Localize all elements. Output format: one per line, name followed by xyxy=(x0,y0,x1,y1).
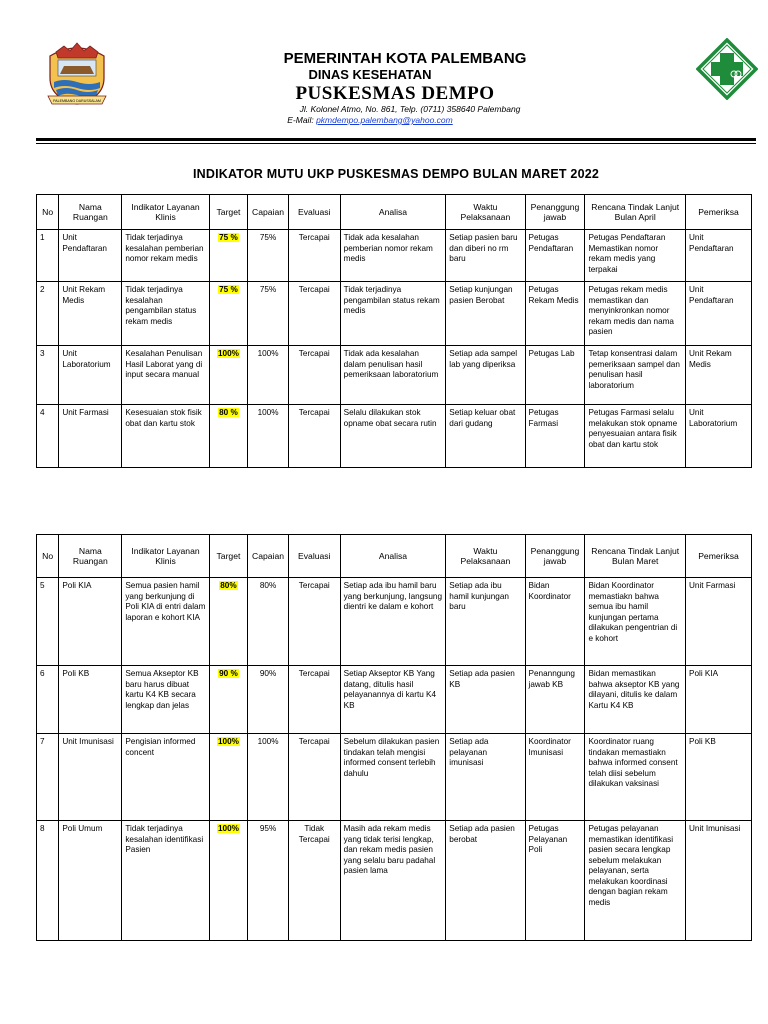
col-header-target: Target xyxy=(209,195,248,230)
cell-no: 4 xyxy=(37,405,59,468)
cell-responsible: Petugas Farmasi xyxy=(525,405,585,468)
col-header-evaluation: Evaluasi xyxy=(288,195,340,230)
cell-achievement: 90% xyxy=(248,666,289,734)
cell-time: Setiap keluar obat dari gudang xyxy=(446,405,525,468)
target-highlight: 100% xyxy=(217,824,239,833)
cell-room: Unit Pendaftaran xyxy=(59,230,122,282)
cell-responsible: Petugas Pelayanan Poli xyxy=(525,821,585,941)
target-highlight: 80 % xyxy=(219,408,238,417)
cell-achievement: 75% xyxy=(248,282,289,346)
address-line: Jl. Kolonel Atmo, No. 861, Telp. (0711) 358640 Palembang xyxy=(299,104,521,114)
cell-time: Setiap ada pasien berobat xyxy=(446,821,525,941)
cell-evaluation: Tercapai xyxy=(288,666,340,734)
col-header-achievement: Capaian xyxy=(248,535,289,578)
cell-examiner: Unit Imunisasi xyxy=(685,821,751,941)
col-header-no: No xyxy=(37,195,59,230)
quality-indicator-table-2 xyxy=(36,534,752,941)
col-header-examiner: Pemeriksa xyxy=(685,195,751,230)
cell-achievement: 100% xyxy=(248,734,289,821)
email-link[interactable]: pkmdempo.palembang@yahoo.com xyxy=(316,115,453,125)
cell-analysis: Sebelum dilakukan pasien tindakan telah mengisi informed consent terlebih dahulu xyxy=(340,734,446,821)
cell-target xyxy=(209,282,248,346)
cell-follow-up: Petugas rekam medis memastikan dan menyinkronkan nomor rekam medis dan nama pasien xyxy=(585,282,686,346)
cell-analysis: Setiap ada ibu hamil baru yang berkunjung, langsung dientri ke dalam e kohort xyxy=(340,578,446,666)
table-row xyxy=(37,282,752,346)
puskesmas-logo xyxy=(696,38,758,100)
cell-room: Poli KB xyxy=(59,666,122,734)
cell-achievement: 80% xyxy=(248,578,289,666)
cell-indicator: Semua Akseptor KB baru harus dibuat kartu K4 KB secara lengkap dan jelas xyxy=(122,666,209,734)
col-header-room: Nama Ruangan xyxy=(59,535,122,578)
cell-evaluation: Tidak Tercapai xyxy=(288,821,340,941)
col-header-responsible: Penanggung jawab xyxy=(525,535,585,578)
cell-time: Setiap ada pelayanan imunisasi xyxy=(446,734,525,821)
cell-analysis: Masih ada rekam medis yang tidak terisi lengkap, dan rekam medis pasien yang selalu baru padahal pasien lama xyxy=(340,821,446,941)
cell-time: Setiap ada pasien KB xyxy=(446,666,525,734)
cell-responsible: Petugas Rekam Medis xyxy=(525,282,585,346)
target-highlight: 100% xyxy=(217,349,239,358)
cell-examiner: Unit Pendaftaran xyxy=(685,282,751,346)
col-header-indicator: Indikator Layanan Klinis xyxy=(122,535,209,578)
cell-evaluation: Tercapai xyxy=(288,578,340,666)
cell-no: 6 xyxy=(37,666,59,734)
cell-responsible: Penanngung jawab KB xyxy=(525,666,585,734)
cell-indicator: Tidak terjadinya kesalahan identifikasi Pasien xyxy=(122,821,209,941)
cell-target xyxy=(209,346,248,405)
table-row xyxy=(37,734,752,821)
cell-room: Poli Umum xyxy=(59,821,122,941)
cell-target xyxy=(209,578,248,666)
cell-follow-up: Bidan memastikan bahwa akseptor KB yang dilayani, ditulis ke dalam Kartu K4 KB xyxy=(585,666,686,734)
cell-target xyxy=(209,734,248,821)
cell-indicator: Pengisian informed concent xyxy=(122,734,209,821)
cell-time: Setiap ada sampel lab yang diperiksa xyxy=(446,346,525,405)
cell-responsible: Koordinator Imunisasi xyxy=(525,734,585,821)
header-divider-thick xyxy=(36,138,756,141)
cell-achievement: 100% xyxy=(248,405,289,468)
cell-target xyxy=(209,821,248,941)
table-header-row xyxy=(37,535,752,578)
cell-no: 7 xyxy=(37,734,59,821)
header-divider-thin xyxy=(36,143,756,144)
quality-indicator-table-1 xyxy=(36,194,752,468)
cell-time: Setiap kunjungan pasien Berobat xyxy=(446,282,525,346)
target-highlight: 90 % xyxy=(219,669,238,678)
cell-no: 1 xyxy=(37,230,59,282)
svg-text:PALEMBANG DARUSSALAM: PALEMBANG DARUSSALAM xyxy=(53,99,101,103)
cell-evaluation: Tercapai xyxy=(288,282,340,346)
cell-examiner: Unit Rekam Medis xyxy=(685,346,751,405)
col-header-analysis: Analisa xyxy=(340,195,446,230)
table-row xyxy=(37,405,752,468)
cell-room: Unit Laboratorium xyxy=(59,346,122,405)
cell-no: 8 xyxy=(37,821,59,941)
cell-responsible: Petugas Pendaftaran xyxy=(525,230,585,282)
cell-follow-up: Petugas Pendaftaran Memastikan nomor rekam medis yang terpakai xyxy=(585,230,686,282)
email-line xyxy=(210,115,530,125)
cell-achievement: 75% xyxy=(248,230,289,282)
cell-room: Unit Imunisasi xyxy=(59,734,122,821)
cell-evaluation: Tercapai xyxy=(288,734,340,821)
col-header-evaluation: Evaluasi xyxy=(288,535,340,578)
cell-follow-up: Tetap konsentrasi dalam pemeriksaan sampel dan penulisan hasil laboratorium xyxy=(585,346,686,405)
cell-room: Unit Farmasi xyxy=(59,405,122,468)
cell-achievement: 100% xyxy=(248,346,289,405)
palembang-emblem-logo xyxy=(44,38,110,108)
cell-analysis: Setiap Akseptor KB Yang datang, ditulis hasil pelayanannya di kartu K4 KB xyxy=(340,666,446,734)
col-header-time: Waktu Pelaksanaan xyxy=(446,535,525,578)
col-header-indicator: Indikator Layanan Klinis xyxy=(122,195,209,230)
cell-evaluation: Tercapai xyxy=(288,230,340,282)
cell-target xyxy=(209,230,248,282)
col-header-follow-up: Rencana Tindak Lanjut Bulan April xyxy=(585,195,686,230)
cell-follow-up: Koordinator ruang tindakan memastiakn bahwa informed consent telah diisi sebelum dilakukan vaksinasi xyxy=(585,734,686,821)
cell-analysis: Tidak ada kesalahan dalam penulisan hasil pemeriksaan laboratorium xyxy=(340,346,446,405)
cell-follow-up: Petugas pelayanan memastikan identifikasi pasien secara lengkap sebelum melakukan pelayanan, serta melakukan koordinasi dengan bagian rekam medis xyxy=(585,821,686,941)
col-header-analysis: Analisa xyxy=(340,535,446,578)
table-row xyxy=(37,821,752,941)
table-header-row xyxy=(37,195,752,230)
cell-indicator: Tidak terjadinya kesalahan pengambilan status rekam medis xyxy=(122,282,209,346)
cell-no: 5 xyxy=(37,578,59,666)
email-label: E-Mail: xyxy=(287,115,317,125)
cell-examiner: Poli KIA xyxy=(685,666,751,734)
target-highlight: 75 % xyxy=(219,285,238,294)
cell-follow-up: Bidan Koordinator memastiakn bahwa semua ibu hamil kunjungan pertama dilakukan pengentrian di e kohort xyxy=(585,578,686,666)
table-row xyxy=(37,578,752,666)
cell-analysis: Tidak ada kesalahan pemberian nomor rekam medis xyxy=(340,230,446,282)
cell-indicator: Tidak terjadinya kesalahan pemberian nomor rekam medis xyxy=(122,230,209,282)
table-row xyxy=(37,230,752,282)
cell-examiner: Unit Farmasi xyxy=(685,578,751,666)
cell-room: Unit Rekam Medis xyxy=(59,282,122,346)
cell-examiner: Unit Pendaftaran xyxy=(685,230,751,282)
cell-time: Setiap ada ibu hamil kunjungan baru xyxy=(446,578,525,666)
cell-target xyxy=(209,405,248,468)
cell-indicator: Kesesuaian stok fisik obat dan kartu stok xyxy=(122,405,209,468)
cell-responsible: Petugas Lab xyxy=(525,346,585,405)
government-name: PEMERINTAH KOTA PALEMBANG xyxy=(283,50,527,67)
cell-no: 2 xyxy=(37,282,59,346)
cell-no: 3 xyxy=(37,346,59,405)
cell-indicator: Semua pasien hamil yang berkunjung di Poli KIA di entri dalam laporan e kohort KIA xyxy=(122,578,209,666)
col-header-examiner: Pemeriksa xyxy=(685,535,751,578)
target-highlight: 80% xyxy=(220,581,237,590)
col-header-no: No xyxy=(37,535,59,578)
cell-examiner: Unit Laboratorium xyxy=(685,405,751,468)
table-row xyxy=(37,666,752,734)
cell-responsible: Bidan Koordinator xyxy=(525,578,585,666)
cell-evaluation: Tercapai xyxy=(288,346,340,405)
cell-evaluation: Tercapai xyxy=(288,405,340,468)
col-header-responsible: Penanggung jawab xyxy=(525,195,585,230)
cell-analysis: Tidak terjadinya pengambilan status rekam medis xyxy=(340,282,446,346)
agency-name: DINAS KESEHATAN xyxy=(308,67,432,82)
col-header-target: Target xyxy=(209,535,248,578)
col-header-achievement: Capaian xyxy=(248,195,289,230)
table-row xyxy=(37,346,752,405)
document-title: INDIKATOR MUTU UKP PUSKESMAS DEMPO BULAN MARET 2022 xyxy=(192,167,600,181)
target-highlight: 75 % xyxy=(219,233,238,242)
cell-analysis: Selalu dilakukan stok opname obat secara rutin xyxy=(340,405,446,468)
cell-room: Poli KIA xyxy=(59,578,122,666)
cell-indicator: Kesalahan Penulisan Hasil Laborat yang di input secara manual xyxy=(122,346,209,405)
col-header-room: Nama Ruangan xyxy=(59,195,122,230)
col-header-follow-up: Rencana Tindak Lanjut Bulan Maret xyxy=(585,535,686,578)
cell-time: Setiap pasien baru dan diberi no rm baru xyxy=(446,230,525,282)
target-highlight: 100% xyxy=(217,737,239,746)
col-header-time: Waktu Pelaksanaan xyxy=(446,195,525,230)
cell-follow-up: Petugas Farmasi selalu melakukan stok opname penyesuaian antara fisik obat dan kartu stok xyxy=(585,405,686,468)
institution-name: PUSKESMAS DEMPO xyxy=(295,83,495,104)
cell-achievement: 95% xyxy=(248,821,289,941)
cell-examiner: Poli KB xyxy=(685,734,751,821)
cell-target xyxy=(209,666,248,734)
